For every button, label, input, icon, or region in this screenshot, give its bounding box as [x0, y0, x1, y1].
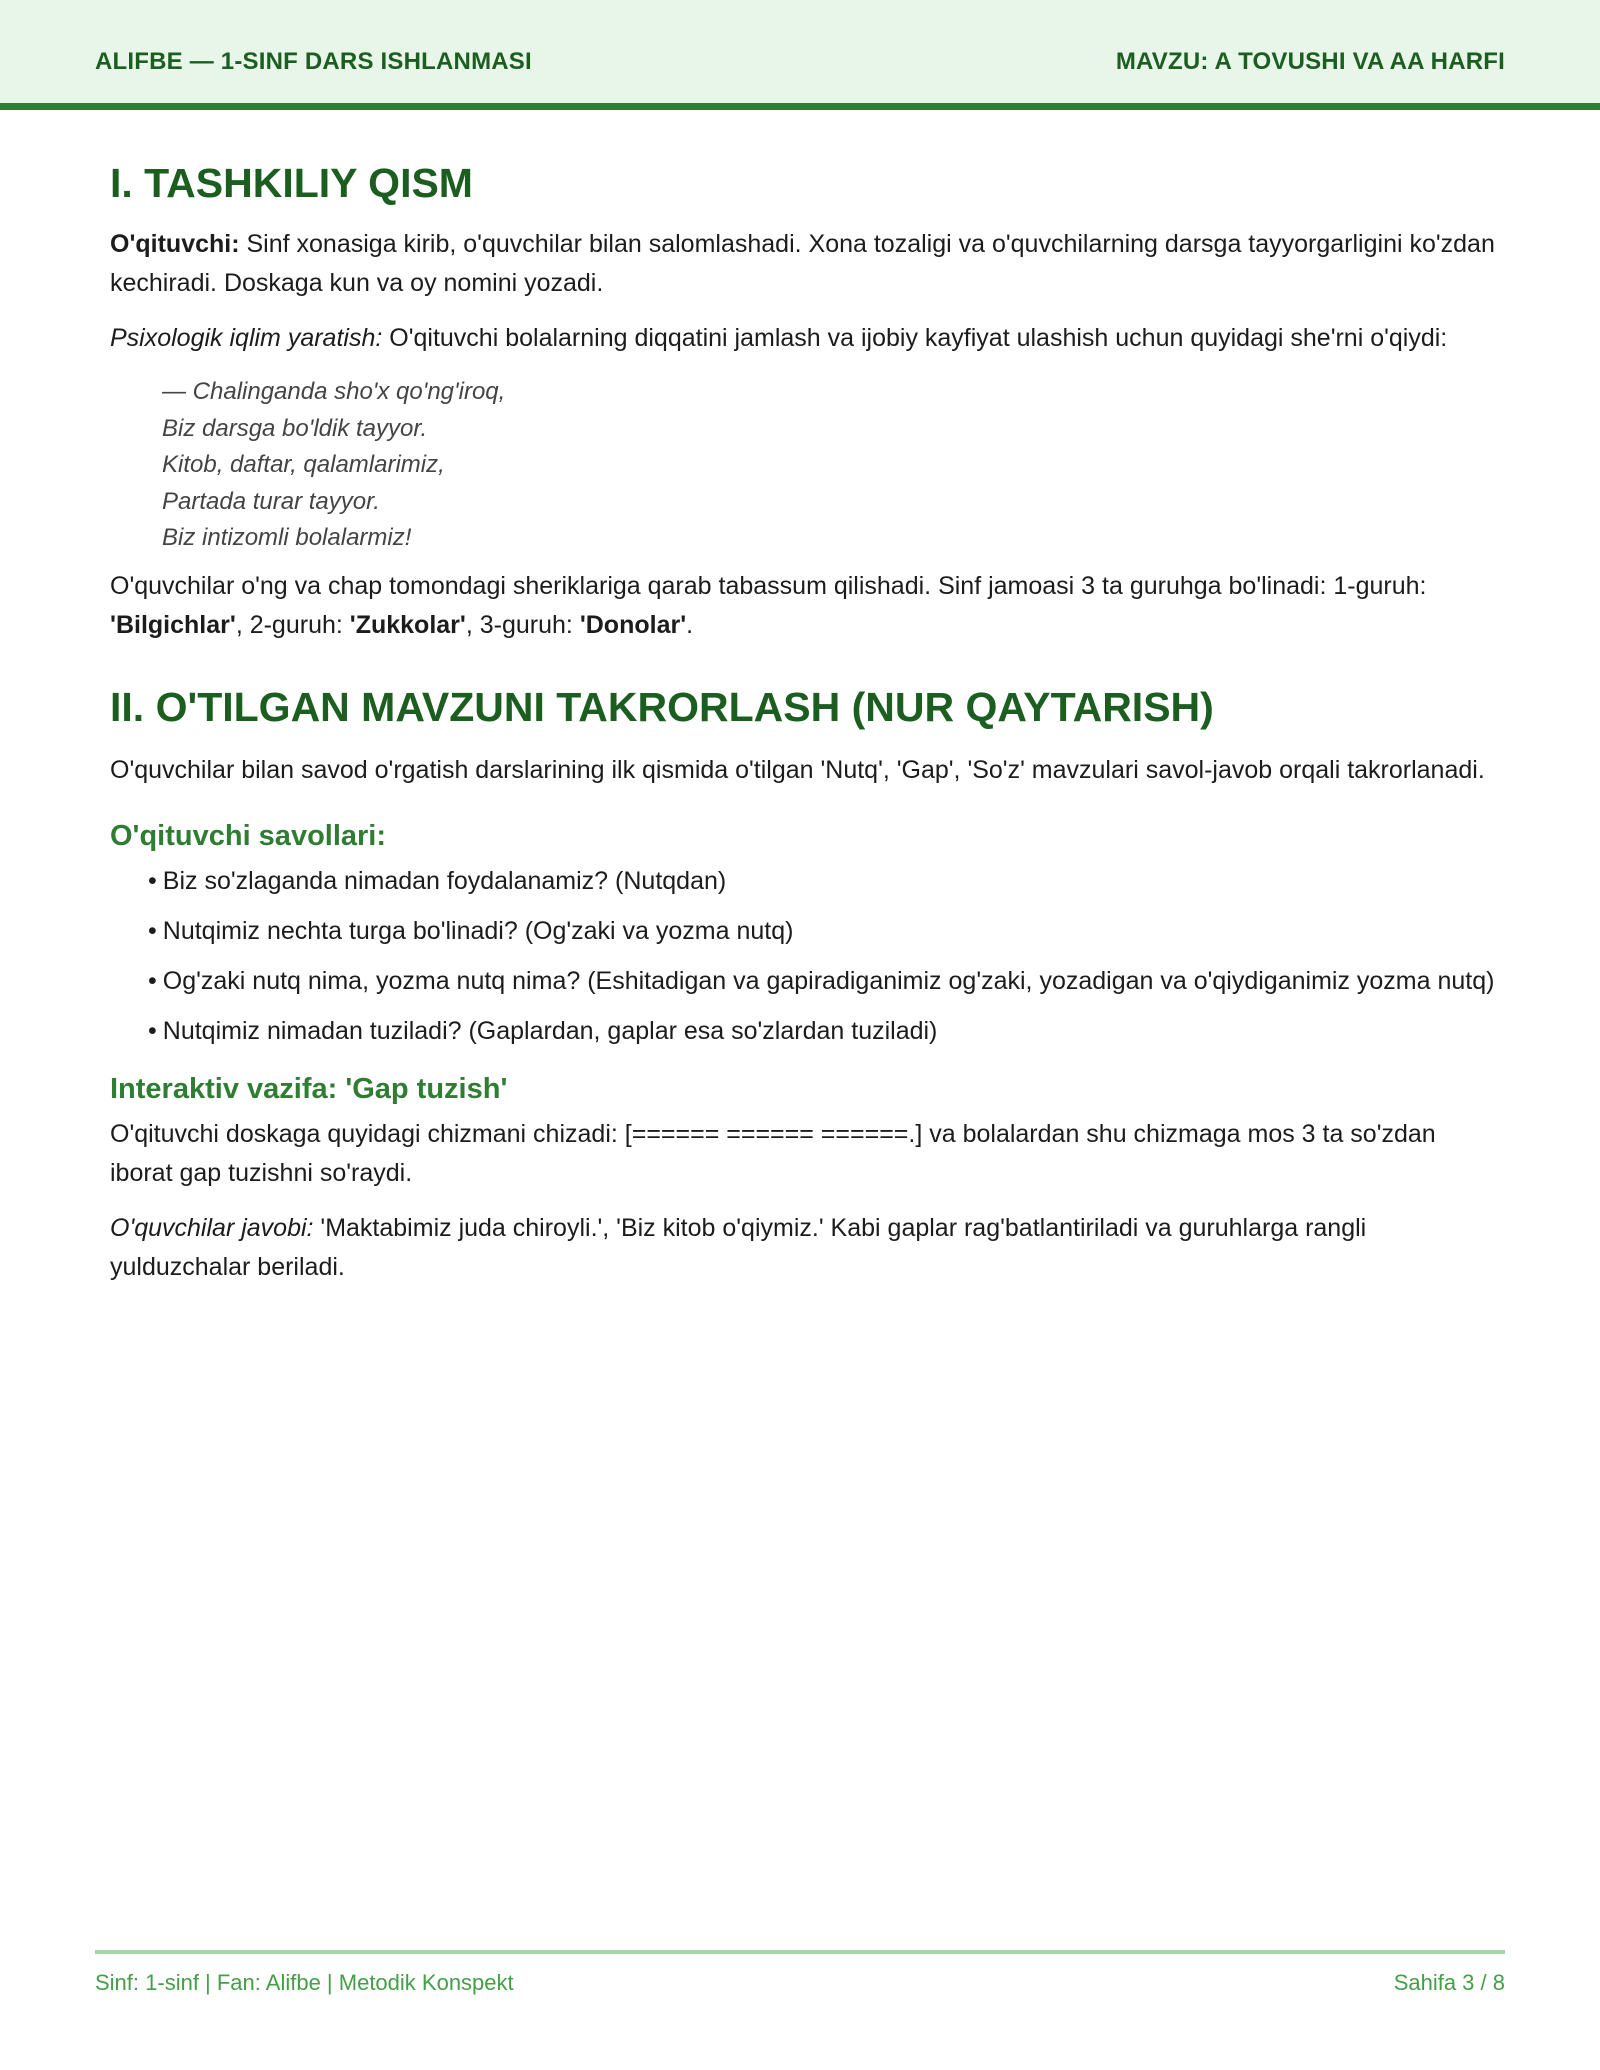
teacher-paragraph [110, 225, 1500, 303]
psych-label: Psixologik iqlim yaratish: [110, 324, 383, 352]
footer-divider [95, 1950, 1505, 1954]
page-number: Sahifa 3 / 8 [1393, 1970, 1505, 1995]
group-name-1: 'Bilgichlar' [110, 610, 236, 639]
page-header [0, 0, 1600, 110]
answer-label: O'quvchilar javobi: [110, 1213, 314, 1242]
poem-line: Biz darsga bo'ldik tayyor. [162, 414, 428, 442]
psych-paragraph [110, 319, 1500, 358]
question-text: Nutqimiz nechta turga bo'linadi? (Og'zaki va yozma nutq) [162, 916, 794, 945]
question-item [148, 1012, 1500, 1051]
poem-block [162, 374, 1500, 557]
section-heading-organizational: I. TASHKILIY QISM [110, 160, 473, 206]
question-text: Nutqimiz nimadan tuziladi? (Gaplardan, gaplar esa so'zlardan tuziladi) [162, 1016, 938, 1045]
question-item [148, 862, 1500, 901]
questions-heading: O'qituvchi savollari: [110, 819, 387, 852]
psych-text: O'qituvchi bolalarning diqqatini jamlash va ijobiy kayfiyat ulashish uchun quyidagi she'rni o'qiydi: [382, 324, 1448, 352]
section-heading-review: II. O'TILGAN MAVZUNI TAKRORLASH (NUR QAYTARISH) [110, 683, 1214, 730]
bullet: • [148, 916, 157, 945]
question-item [148, 962, 1500, 1001]
poem-line: Biz intizomli bolalarmiz! [162, 524, 412, 551]
answer-text: 'Maktabimiz juda chiroyli.', 'Biz kitob o'qiymiz.' Kabi gaplar rag'batlantiriladi va guruhlarga rangli yulduzchalar beriladi. [110, 1213, 1367, 1281]
question-text: Biz so'zlaganda nimadan foydalanamiz? (Nutqdan) [162, 866, 727, 895]
poem-line: — Chalinganda sho'x qo'ng'iroq, [162, 378, 506, 405]
group-name-3: 'Donolar' [579, 610, 687, 639]
teacher-label: O'qituvchi: [110, 230, 240, 258]
bullet: • [148, 966, 157, 995]
groups-end: . [686, 610, 694, 639]
group-name-2: 'Zukkolar' [349, 610, 466, 639]
answer-paragraph [110, 1209, 1500, 1287]
task-paragraph: O'qituvchi doskaga quyidagi chizmani chizadi: [====== ====== ======.] va bolalardan shu chizmaga mos 3 ta so'zdan iborat gap tuzishni so'raydi. [110, 1119, 1436, 1187]
teacher-text: Sinf xonasiga kirib, o'quvchilar bilan salomlashadi. Xona tozaligi va o'quvchilarning darsga tayyorgarligini ko'zdan kechiradi. Doskaga kun va oy nomini yozadi. [110, 230, 1495, 297]
task-heading: Interaktiv vazifa: 'Gap tuzish' [110, 1072, 508, 1105]
bullet: • [148, 1016, 157, 1045]
poem-line: Partada turar tayyor. [162, 487, 380, 515]
footer-course-info: Sinf: 1-sinf | Fan: Alifbe | Metodik Konspekt [95, 1970, 514, 1995]
groups-text: O'quvchilar o'ng va chap tomondagi sheriklariga qarab tabassum qilishadi. Sinf jamoasi 3 ta guruhga bo'linadi: 1-guruh: [110, 571, 1427, 600]
header-course-title: ALIFBE — 1-SINF DARS ISHLANMASI [95, 48, 532, 75]
groups-paragraph [110, 567, 1500, 645]
page-content [110, 155, 1500, 1287]
header-topic: MAVZU: A TOVUSHI VA AA HARFI [1115, 48, 1505, 75]
review-intro: O'quvchilar bilan savod o'rgatish darslarining ilk qismida o'tilgan 'Nutq', 'Gap', 'So'z' mavzulari savol-javob orqali takrorlanadi. [110, 755, 1485, 784]
bullet: • [148, 866, 157, 895]
groups-separator: , 2-guruh: [235, 610, 350, 639]
question-item [148, 912, 1500, 951]
questions-list [110, 862, 1500, 1051]
question-text: Og'zaki nutq nima, yozma nutq nima? (Eshitadigan va gapiradiganimiz og'zaki, yozadigan va o'qiydiganimiz yozma nutq) [162, 966, 1495, 995]
groups-separator: , 3-guruh: [465, 610, 580, 639]
poem-line: Kitob, daftar, qalamlarimiz, [162, 451, 445, 478]
